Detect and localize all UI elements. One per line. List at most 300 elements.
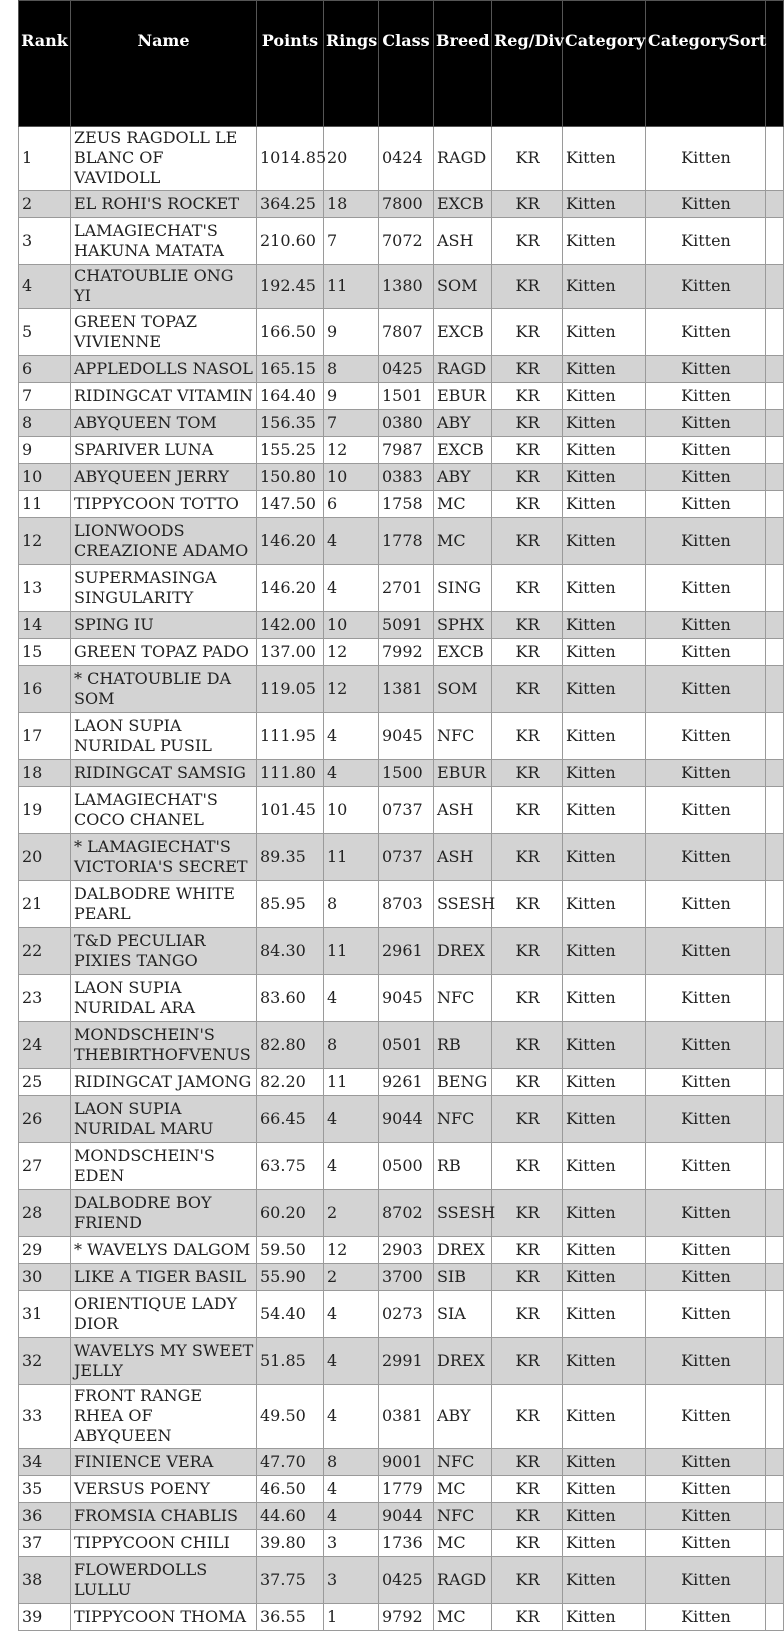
cell-category: Kitten: [563, 881, 646, 928]
cell-rings: 10: [324, 787, 379, 834]
cell-breed: ABY: [434, 410, 492, 437]
cell-category: Kitten: [563, 1503, 646, 1530]
cell-class: 1736: [379, 1530, 434, 1557]
cell-overflow: [766, 464, 784, 491]
cell-reg-div: KR: [492, 1530, 563, 1557]
cell-class: 9001: [379, 1449, 434, 1476]
cell-category-sort: Kitten: [646, 1476, 766, 1503]
cell-rank: 14: [19, 612, 71, 639]
cell-class: 8702: [379, 1190, 434, 1237]
cell-overflow: [766, 383, 784, 410]
table-row[interactable]: [19, 787, 784, 834]
cell-name: ZEUS RAGDOLL LE BLANC OF VAVIDOLL: [71, 127, 257, 191]
cell-reg-div: KR: [492, 1476, 563, 1503]
cell-class: 1500: [379, 760, 434, 787]
cell-overflow: [766, 975, 784, 1022]
cell-overflow: [766, 1190, 784, 1237]
cell-rank: 1: [19, 127, 71, 191]
table-row[interactable]: [19, 565, 784, 612]
cell-rank: 4: [19, 265, 71, 309]
cell-name: TIPPYCOON THOMA: [71, 1604, 257, 1631]
cell-rings: 11: [324, 834, 379, 881]
header-rings[interactable]: Rings: [324, 1, 379, 127]
table-row[interactable]: [19, 1237, 784, 1264]
cell-name: LAMAGIECHAT'S COCO CHANEL: [71, 787, 257, 834]
cell-category: Kitten: [563, 928, 646, 975]
cell-class: 7800: [379, 191, 434, 218]
cell-points: 1014.85: [257, 127, 324, 191]
cell-overflow: [766, 191, 784, 218]
cell-points: 46.50: [257, 1476, 324, 1503]
cell-overflow: [766, 1385, 784, 1449]
cell-rings: 4: [324, 713, 379, 760]
cell-reg-div: KR: [492, 1503, 563, 1530]
cell-name: * LAMAGIECHAT'S VICTORIA'S SECRET: [71, 834, 257, 881]
cell-class: 1380: [379, 265, 434, 309]
cell-reg-div: KR: [492, 834, 563, 881]
cell-reg-div: KR: [492, 464, 563, 491]
cell-class: 0383: [379, 464, 434, 491]
rankings-table-container: [18, 0, 783, 1626]
cell-points: 150.80: [257, 464, 324, 491]
table-row[interactable]: [19, 1143, 784, 1190]
cell-overflow: [766, 834, 784, 881]
cell-overflow: [766, 1338, 784, 1385]
table-row[interactable]: [19, 491, 784, 518]
cell-breed: SOM: [434, 666, 492, 713]
cell-category: Kitten: [563, 1557, 646, 1604]
cell-rank: 25: [19, 1069, 71, 1096]
cell-points: 85.95: [257, 881, 324, 928]
cell-overflow: [766, 356, 784, 383]
cell-category-sort: Kitten: [646, 639, 766, 666]
cell-class: 0381: [379, 1385, 434, 1449]
header-overflow: [766, 1, 784, 127]
cell-rank: 22: [19, 928, 71, 975]
cell-category: Kitten: [563, 309, 646, 356]
cell-points: 146.20: [257, 518, 324, 565]
cell-category: Kitten: [563, 834, 646, 881]
cell-name: CHATOUBLIE ONG YI: [71, 265, 257, 309]
table-row[interactable]: [19, 1604, 784, 1631]
cell-category: Kitten: [563, 1237, 646, 1264]
cell-category-sort: Kitten: [646, 437, 766, 464]
cell-overflow: [766, 265, 784, 309]
cell-reg-div: KR: [492, 666, 563, 713]
cell-reg-div: KR: [492, 309, 563, 356]
cell-name: FINIENCE VERA: [71, 1449, 257, 1476]
cell-rank: 6: [19, 356, 71, 383]
cell-class: 0273: [379, 1291, 434, 1338]
cell-rings: 12: [324, 666, 379, 713]
cell-reg-div: KR: [492, 787, 563, 834]
cell-points: 155.25: [257, 437, 324, 464]
cell-category-sort: Kitten: [646, 1604, 766, 1631]
cell-category: Kitten: [563, 713, 646, 760]
cell-category-sort: Kitten: [646, 191, 766, 218]
cell-category: Kitten: [563, 1338, 646, 1385]
cell-reg-div: KR: [492, 437, 563, 464]
cell-rank: 35: [19, 1476, 71, 1503]
cell-name: TIPPYCOON TOTTO: [71, 491, 257, 518]
header-rank[interactable]: Rank: [19, 1, 71, 127]
cell-reg-div: KR: [492, 713, 563, 760]
cell-category: Kitten: [563, 1022, 646, 1069]
table-row[interactable]: [19, 265, 784, 309]
cell-name: MONDSCHEIN'S THEBIRTHOFVENUS: [71, 1022, 257, 1069]
cell-rings: 10: [324, 612, 379, 639]
cell-reg-div: KR: [492, 639, 563, 666]
cell-class: 0500: [379, 1143, 434, 1190]
cell-breed: EXCB: [434, 639, 492, 666]
cell-rings: 4: [324, 565, 379, 612]
header-points[interactable]: Points: [257, 1, 324, 127]
cell-category: Kitten: [563, 1385, 646, 1449]
cell-rank: 29: [19, 1237, 71, 1264]
header-class[interactable]: Class: [379, 1, 434, 127]
cell-reg-div: KR: [492, 191, 563, 218]
cell-rank: 10: [19, 464, 71, 491]
cell-name: T&D PECULIAR PIXIES TANGO: [71, 928, 257, 975]
cell-category-sort: Kitten: [646, 1291, 766, 1338]
table-row[interactable]: [19, 383, 784, 410]
cell-rings: 1: [324, 1604, 379, 1631]
cell-points: 37.75: [257, 1557, 324, 1604]
cell-breed: SOM: [434, 265, 492, 309]
cell-points: 51.85: [257, 1338, 324, 1385]
cell-rings: 2: [324, 1190, 379, 1237]
cell-class: 5091: [379, 612, 434, 639]
table-row[interactable]: [19, 191, 784, 218]
cell-class: 2701: [379, 565, 434, 612]
table-row[interactable]: [19, 612, 784, 639]
cell-breed: DREX: [434, 1237, 492, 1264]
cell-name: ABYQUEEN TOM: [71, 410, 257, 437]
table-row[interactable]: [19, 639, 784, 666]
cell-overflow: [766, 881, 784, 928]
cell-category: Kitten: [563, 1604, 646, 1631]
cell-reg-div: KR: [492, 1264, 563, 1291]
cell-category: Kitten: [563, 491, 646, 518]
cell-class: 7072: [379, 218, 434, 265]
table-row[interactable]: [19, 666, 784, 713]
cell-rank: 34: [19, 1449, 71, 1476]
cell-name: LIKE A TIGER BASIL: [71, 1264, 257, 1291]
cell-rank: 16: [19, 666, 71, 713]
cell-points: 66.45: [257, 1096, 324, 1143]
cell-breed: EXCB: [434, 437, 492, 464]
table-row[interactable]: [19, 1096, 784, 1143]
cell-overflow: [766, 639, 784, 666]
table-row[interactable]: [19, 1069, 784, 1096]
table-row[interactable]: [19, 975, 784, 1022]
table-row[interactable]: [19, 1022, 784, 1069]
cell-name: EL ROHI'S ROCKET: [71, 191, 257, 218]
cell-category: Kitten: [563, 787, 646, 834]
cell-category-sort: Kitten: [646, 612, 766, 639]
cell-reg-div: KR: [492, 1069, 563, 1096]
cell-class: 0737: [379, 834, 434, 881]
cell-breed: NFC: [434, 975, 492, 1022]
cell-rings: 4: [324, 1476, 379, 1503]
table-row[interactable]: [19, 1503, 784, 1530]
cell-class: 7807: [379, 309, 434, 356]
cell-rings: 12: [324, 1237, 379, 1264]
table-row[interactable]: [19, 356, 784, 383]
table-row[interactable]: [19, 834, 784, 881]
cell-class: 1381: [379, 666, 434, 713]
header-reg-div[interactable]: Reg/Div: [492, 1, 563, 127]
cell-class: 9044: [379, 1096, 434, 1143]
table-row[interactable]: [19, 713, 784, 760]
cell-category-sort: Kitten: [646, 1338, 766, 1385]
header-name[interactable]: Name: [71, 1, 257, 127]
cell-points: 63.75: [257, 1143, 324, 1190]
cell-breed: RAGD: [434, 1557, 492, 1604]
cell-rank: 19: [19, 787, 71, 834]
cell-category-sort: Kitten: [646, 666, 766, 713]
cell-rings: 7: [324, 410, 379, 437]
cell-overflow: [766, 1143, 784, 1190]
cell-points: 39.80: [257, 1530, 324, 1557]
cell-points: 111.80: [257, 760, 324, 787]
cell-reg-div: KR: [492, 1096, 563, 1143]
table-row[interactable]: [19, 410, 784, 437]
cell-breed: MC: [434, 1530, 492, 1557]
cell-name: SUPERMASINGA SINGULARITY: [71, 565, 257, 612]
cell-class: 0501: [379, 1022, 434, 1069]
cell-class: 9045: [379, 713, 434, 760]
cell-points: 164.40: [257, 383, 324, 410]
cell-name: * WAVELYS DALGOM: [71, 1237, 257, 1264]
cell-category: Kitten: [563, 1530, 646, 1557]
cell-name: LAON SUPIA NURIDAL ARA: [71, 975, 257, 1022]
cell-overflow: [766, 1557, 784, 1604]
cell-rank: 17: [19, 713, 71, 760]
cell-class: 7992: [379, 639, 434, 666]
cell-reg-div: KR: [492, 881, 563, 928]
cell-rank: 11: [19, 491, 71, 518]
cell-rings: 7: [324, 218, 379, 265]
cell-overflow: [766, 1096, 784, 1143]
cell-rings: 4: [324, 1291, 379, 1338]
cell-breed: ASH: [434, 834, 492, 881]
cell-overflow: [766, 309, 784, 356]
cell-rings: 3: [324, 1530, 379, 1557]
cell-breed: SSESH: [434, 881, 492, 928]
cell-rings: 11: [324, 1069, 379, 1096]
cell-category-sort: Kitten: [646, 309, 766, 356]
cell-points: 166.50: [257, 309, 324, 356]
cell-category-sort: Kitten: [646, 881, 766, 928]
cell-points: 142.00: [257, 612, 324, 639]
cell-rings: 3: [324, 1557, 379, 1604]
cell-category: Kitten: [563, 464, 646, 491]
cell-class: 0424: [379, 127, 434, 191]
table-row[interactable]: [19, 1338, 784, 1385]
cell-category-sort: Kitten: [646, 975, 766, 1022]
cell-category: Kitten: [563, 437, 646, 464]
table-row[interactable]: [19, 1385, 784, 1449]
cell-rank: 7: [19, 383, 71, 410]
cell-breed: ASH: [434, 218, 492, 265]
cell-rings: 18: [324, 191, 379, 218]
cell-breed: MC: [434, 491, 492, 518]
cell-category: Kitten: [563, 639, 646, 666]
cell-category: Kitten: [563, 612, 646, 639]
cell-points: 60.20: [257, 1190, 324, 1237]
cell-name: FLOWERDOLLS LULLU: [71, 1557, 257, 1604]
cell-breed: RB: [434, 1022, 492, 1069]
cell-rank: 27: [19, 1143, 71, 1190]
cell-overflow: [766, 1022, 784, 1069]
cell-rings: 11: [324, 265, 379, 309]
cell-points: 36.55: [257, 1604, 324, 1631]
cell-name: LAON SUPIA NURIDAL MARU: [71, 1096, 257, 1143]
cell-points: 44.60: [257, 1503, 324, 1530]
cell-reg-div: KR: [492, 1604, 563, 1631]
table-row[interactable]: [19, 928, 784, 975]
header-category[interactable]: Category: [563, 1, 646, 127]
table-row[interactable]: [19, 1449, 784, 1476]
cell-category: Kitten: [563, 1143, 646, 1190]
cell-class: 9261: [379, 1069, 434, 1096]
cell-class: 7987: [379, 437, 434, 464]
cell-category-sort: Kitten: [646, 565, 766, 612]
table-row[interactable]: [19, 464, 784, 491]
cell-points: 210.60: [257, 218, 324, 265]
cell-breed: SPHX: [434, 612, 492, 639]
cell-rings: 9: [324, 383, 379, 410]
cell-category: Kitten: [563, 1190, 646, 1237]
header-breed[interactable]: Breed: [434, 1, 492, 127]
cell-breed: DREX: [434, 1338, 492, 1385]
cell-points: 83.60: [257, 975, 324, 1022]
cell-points: 147.50: [257, 491, 324, 518]
cell-class: 9044: [379, 1503, 434, 1530]
table-row[interactable]: [19, 218, 784, 265]
cell-name: DALBODRE WHITE PEARL: [71, 881, 257, 928]
table-row[interactable]: [19, 127, 784, 191]
cell-reg-div: KR: [492, 356, 563, 383]
cell-overflow: [766, 713, 784, 760]
table-row[interactable]: [19, 881, 784, 928]
cell-rank: 20: [19, 834, 71, 881]
cell-class: 2961: [379, 928, 434, 975]
cell-category-sort: Kitten: [646, 356, 766, 383]
cell-category-sort: Kitten: [646, 464, 766, 491]
cell-overflow: [766, 1069, 784, 1096]
cell-class: 2903: [379, 1237, 434, 1264]
cell-breed: NFC: [434, 1503, 492, 1530]
cell-name: FRONT RANGE RHEA OF ABYQUEEN: [71, 1385, 257, 1449]
cell-overflow: [766, 127, 784, 191]
table-row[interactable]: [19, 1530, 784, 1557]
cell-points: 137.00: [257, 639, 324, 666]
cell-rank: 31: [19, 1291, 71, 1338]
cell-rank: 37: [19, 1530, 71, 1557]
cell-rank: 33: [19, 1385, 71, 1449]
cell-category-sort: Kitten: [646, 1190, 766, 1237]
cell-overflow: [766, 1291, 784, 1338]
cell-class: 3700: [379, 1264, 434, 1291]
cell-points: 47.70: [257, 1449, 324, 1476]
cell-rings: 4: [324, 760, 379, 787]
table-row[interactable]: [19, 437, 784, 464]
cell-overflow: [766, 1476, 784, 1503]
table-row[interactable]: [19, 309, 784, 356]
table-row[interactable]: [19, 1557, 784, 1604]
cell-breed: ASH: [434, 787, 492, 834]
cell-rank: 26: [19, 1096, 71, 1143]
cell-rings: 4: [324, 1385, 379, 1449]
cell-category: Kitten: [563, 191, 646, 218]
table-row[interactable]: [19, 1264, 784, 1291]
cell-rank: 23: [19, 975, 71, 1022]
cell-overflow: [766, 1503, 784, 1530]
cell-rank: 30: [19, 1264, 71, 1291]
cell-points: 101.45: [257, 787, 324, 834]
table-row[interactable]: [19, 760, 784, 787]
cell-category-sort: Kitten: [646, 1264, 766, 1291]
cell-overflow: [766, 1264, 784, 1291]
table-row[interactable]: [19, 1291, 784, 1338]
cell-overflow: [766, 666, 784, 713]
cell-class: 0425: [379, 356, 434, 383]
cell-class: 1778: [379, 518, 434, 565]
table-row[interactable]: [19, 1476, 784, 1503]
header-category-sort[interactable]: CategorySort: [646, 1, 766, 127]
table-row[interactable]: [19, 518, 784, 565]
cell-rank: 24: [19, 1022, 71, 1069]
cell-overflow: [766, 437, 784, 464]
cell-category-sort: Kitten: [646, 1096, 766, 1143]
cell-category: Kitten: [563, 218, 646, 265]
cell-reg-div: KR: [492, 1143, 563, 1190]
cell-rings: 10: [324, 464, 379, 491]
cell-category-sort: Kitten: [646, 834, 766, 881]
cell-class: 0380: [379, 410, 434, 437]
cell-breed: EBUR: [434, 760, 492, 787]
cell-points: 54.40: [257, 1291, 324, 1338]
cell-breed: RAGD: [434, 356, 492, 383]
cell-reg-div: KR: [492, 383, 563, 410]
cell-rank: 12: [19, 518, 71, 565]
cell-reg-div: KR: [492, 1237, 563, 1264]
cell-name: LIONWOODS CREAZIONE ADAMO: [71, 518, 257, 565]
cell-reg-div: KR: [492, 760, 563, 787]
cell-rings: 4: [324, 1096, 379, 1143]
cell-rings: 8: [324, 1449, 379, 1476]
cell-category-sort: Kitten: [646, 1069, 766, 1096]
cell-rings: 4: [324, 975, 379, 1022]
cell-rank: 39: [19, 1604, 71, 1631]
cell-breed: MC: [434, 518, 492, 565]
cell-rank: 28: [19, 1190, 71, 1237]
cell-category: Kitten: [563, 1291, 646, 1338]
cell-reg-div: KR: [492, 928, 563, 975]
cell-category-sort: Kitten: [646, 218, 766, 265]
cell-breed: EXCB: [434, 309, 492, 356]
cell-name: RIDINGCAT SAMSIG: [71, 760, 257, 787]
cell-overflow: [766, 1449, 784, 1476]
table-row[interactable]: [19, 1190, 784, 1237]
cell-reg-div: KR: [492, 218, 563, 265]
cell-rank: 9: [19, 437, 71, 464]
cell-points: 364.25: [257, 191, 324, 218]
cell-category: Kitten: [563, 410, 646, 437]
cell-name: DALBODRE BOY FRIEND: [71, 1190, 257, 1237]
